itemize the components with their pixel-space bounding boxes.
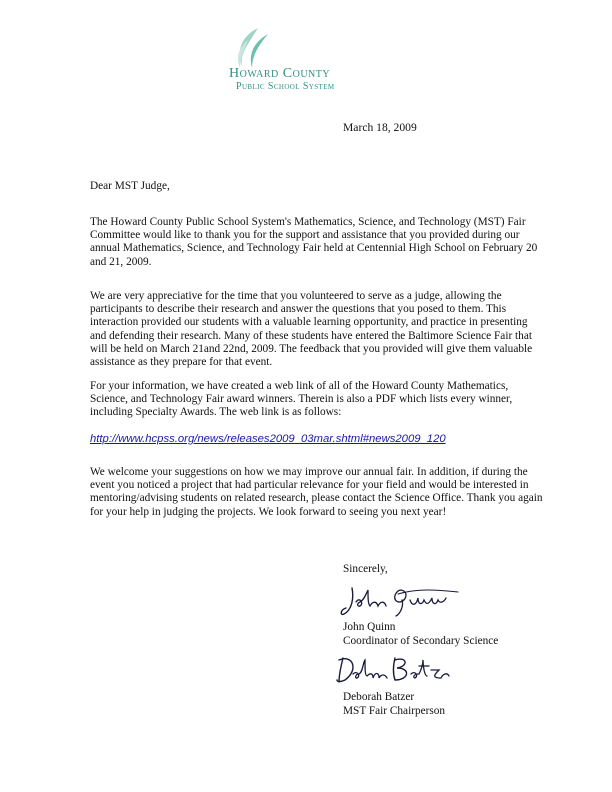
signatory-name: Deborah Batzer — [343, 691, 415, 703]
signatory-2 — [343, 691, 445, 718]
signature-deborah-batzer — [333, 652, 453, 688]
salutation: Dear MST Judge, — [90, 180, 170, 192]
signatory-1 — [343, 621, 498, 648]
signatory-title: MST Fair Chairperson — [343, 704, 446, 717]
signature-john-quinn — [338, 580, 462, 620]
letter-date: March 18, 2009 — [343, 121, 417, 134]
paragraph-2: We are very appreciative for the time that you volunteered to serve as a judge, allowing the participants to describe their research and answer the questions that you posed to them. This interaction provided our students with a valuable learning opportunity, and practice in presenting and defending their research. Many of these students have entered the Baltimore Science Fair that will be held on March 21and 22nd, 2009. The feedback that you provided will give them valuable assistance as they prepare for that event. — [90, 290, 533, 369]
org-name: Howard County — [229, 66, 331, 81]
paragraph-4: We welcome your suggestions on how we may improve our annual fair. In addition, if during the event you noticed a project that had particular relevance for your field and would be interested in mentoring/advising students on related research, please contact the Science Office. Thank you again for your help in judging the projects. We look forward to seeing you next year! — [90, 466, 543, 518]
paragraph-3: For your information, we have created a web link of all of the Howard County Mathematics, Science, and Technology Fair award winners. Therein is also a PDF which lists every winner, including Specialty Awards. The web link is as follows: — [90, 380, 513, 419]
organization-logo — [229, 66, 335, 93]
signatory-title: Coordinator of Secondary Science — [343, 634, 499, 647]
closing: Sincerely, — [343, 563, 388, 575]
paragraph-1: The Howard County Public School System's Mathematics, Science, and Technology (MST) Fair Committee would like to thank you for the support and assistance that you provided during our annual Mathematics, Science, and Technology Fair held at Centennial High School on February 20 and 21, 2009. — [90, 216, 538, 268]
award-winners-link[interactable]: http://www.hcpss.org/news/releases2009_03mar.shtml#news2009_120 — [90, 433, 446, 445]
signatory-name: John Quinn — [343, 621, 396, 633]
org-subname: Public School System — [236, 81, 335, 92]
